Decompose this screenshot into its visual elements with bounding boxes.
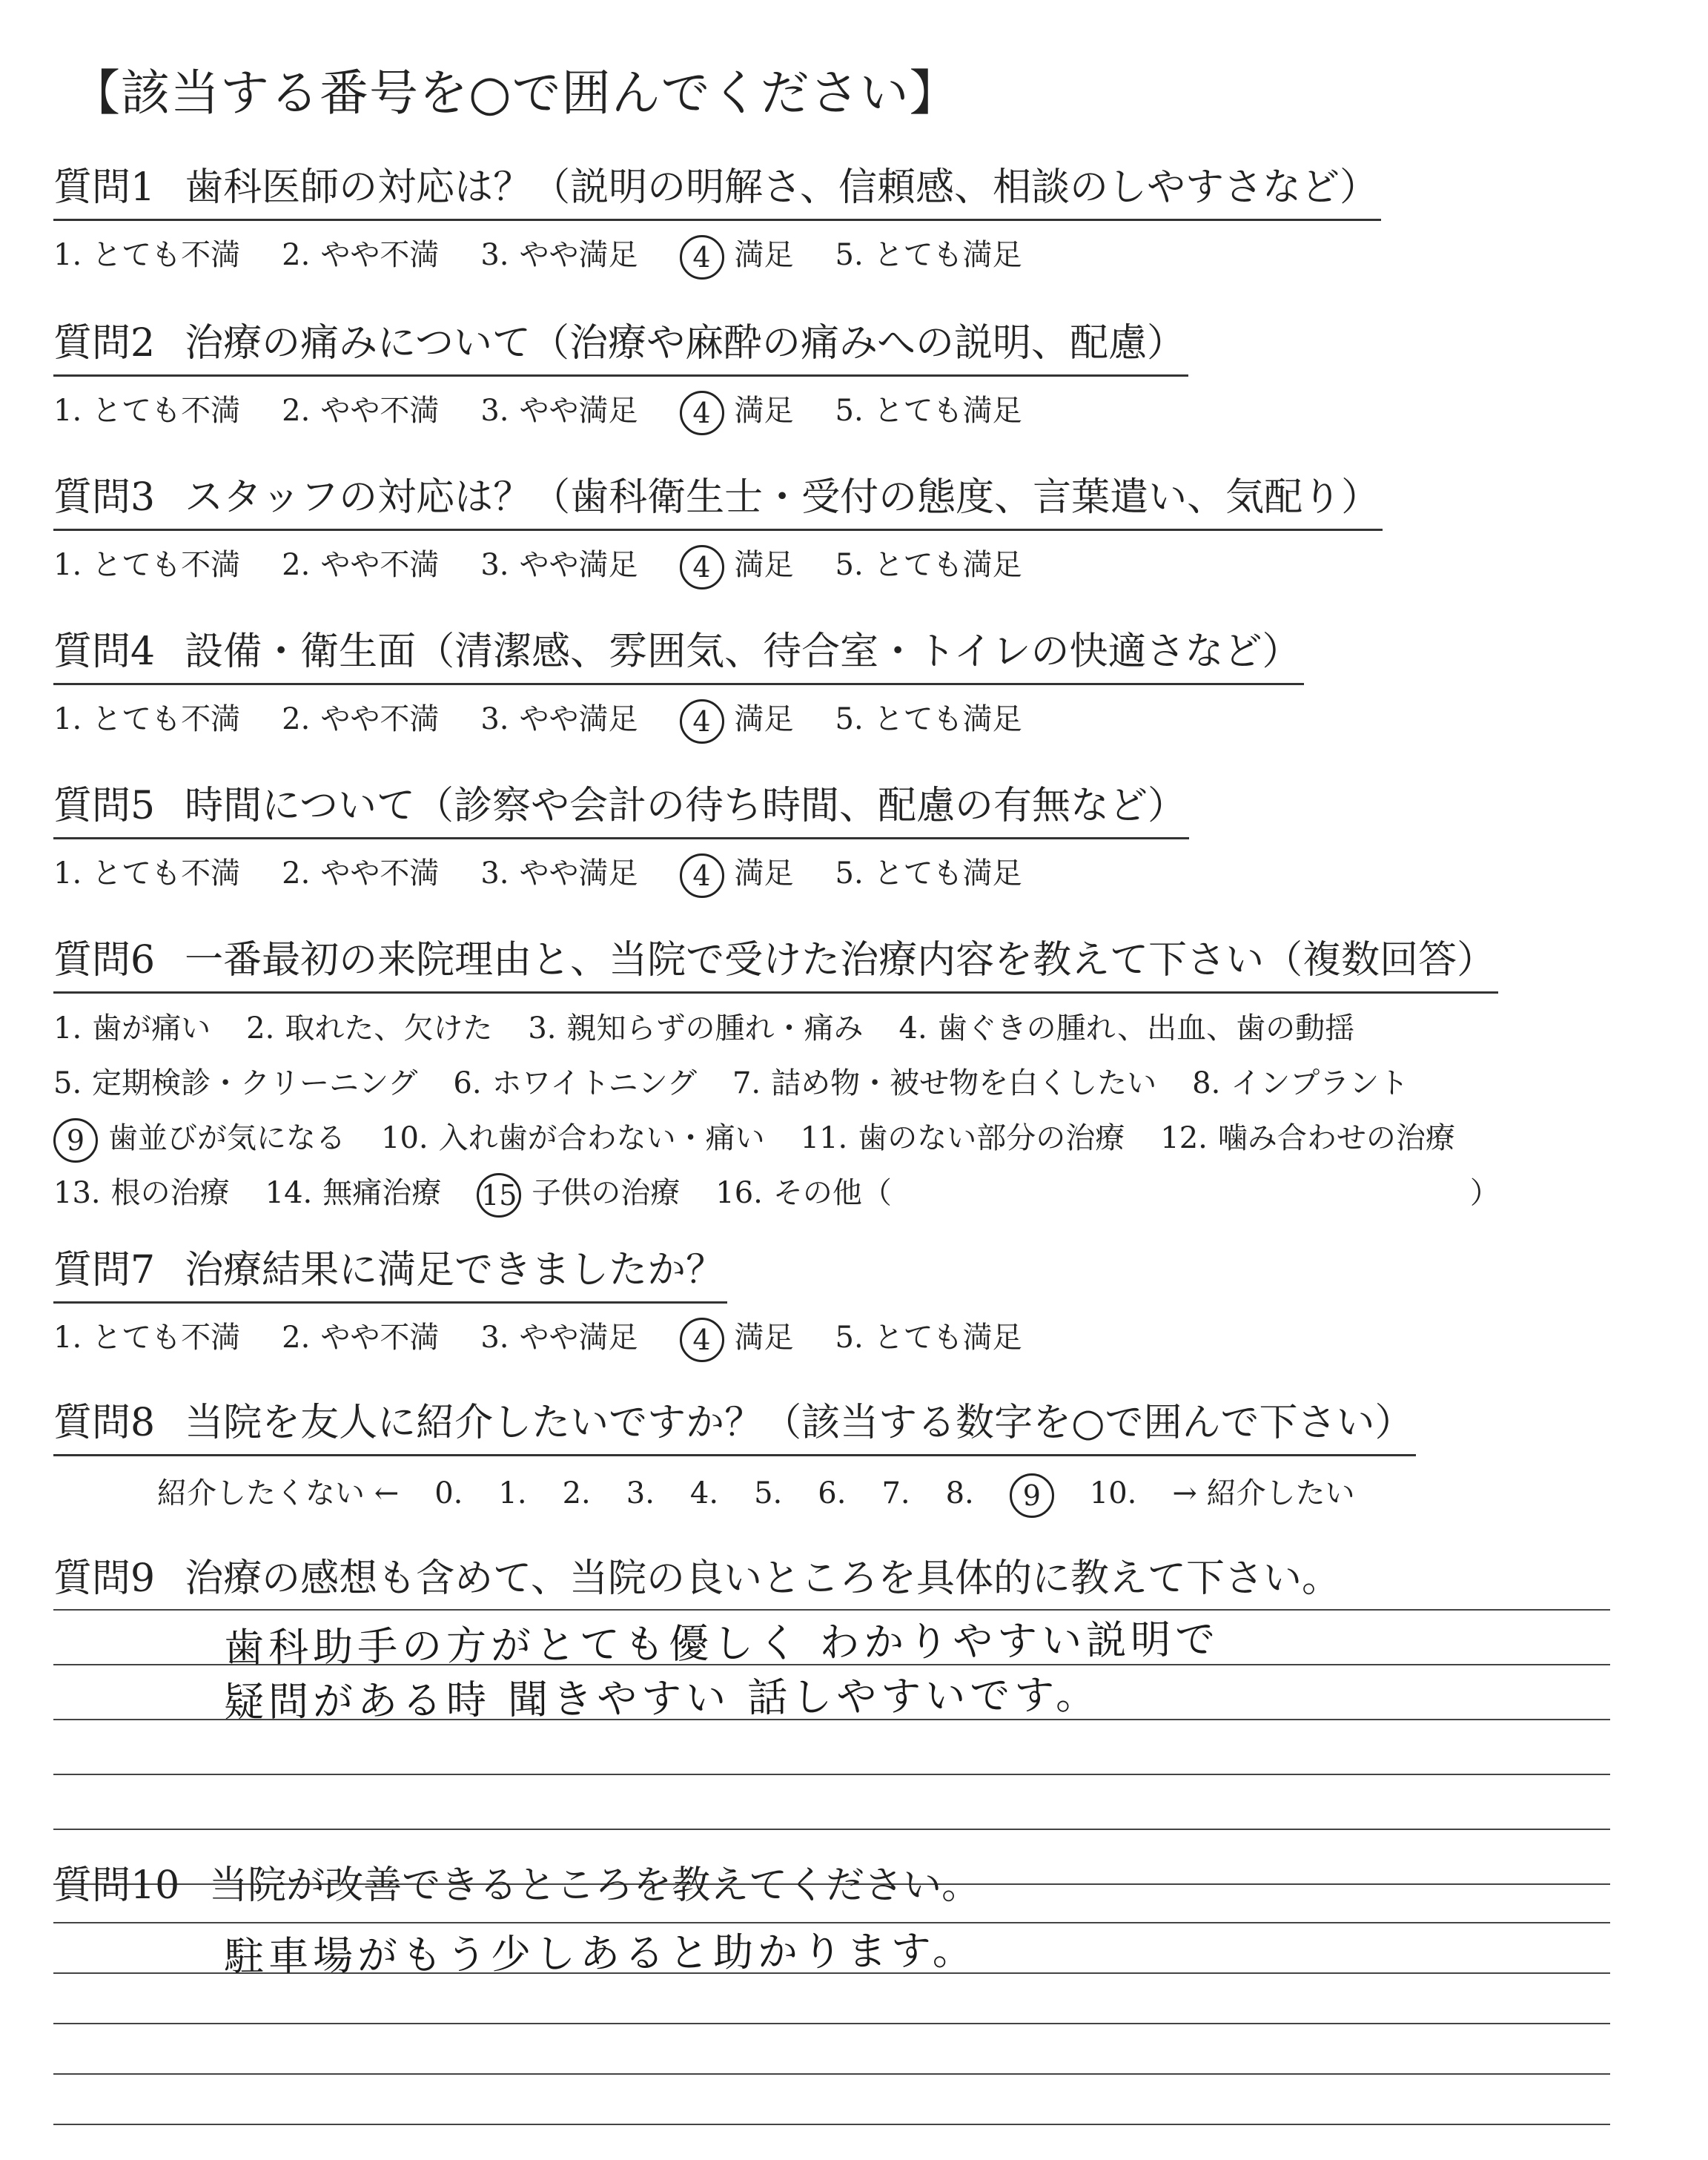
question-7: [53, 1238, 1669, 1362]
question-number: 質問1: [53, 165, 156, 210]
rating-option-4[interactable]: [680, 231, 794, 280]
option-label: やや不満: [320, 702, 440, 736]
treatment-option-5[interactable]: [53, 1056, 417, 1111]
rating-option-3[interactable]: [480, 541, 638, 584]
option-number: 5.: [835, 548, 864, 582]
option-label: とても不満: [92, 394, 241, 428]
scale-value-3[interactable]: 3.: [626, 1476, 655, 1510]
ruled-line: [53, 1774, 1610, 1775]
close-paren: ）: [1469, 1176, 1500, 1210]
option-number: 1.: [53, 238, 82, 272]
option-label: とても不満: [92, 702, 241, 736]
option-number: 11.: [800, 1121, 848, 1155]
option-number: 4.: [898, 1011, 927, 1046]
question-number: 質問4: [53, 630, 156, 674]
scale-right-label: → 紹介したい: [1172, 1476, 1355, 1510]
option-number: 3.: [480, 856, 509, 891]
rating-option-4[interactable]: [680, 541, 794, 589]
rating-option-3[interactable]: [480, 1314, 638, 1356]
circled-selection: 4: [680, 853, 724, 898]
rating-option-4[interactable]: [680, 1314, 794, 1362]
option-label: 噛み合わせの治療: [1217, 1121, 1455, 1155]
option-number: 5.: [835, 702, 864, 736]
option-number: 3.: [480, 238, 509, 272]
option-number: 2.: [282, 238, 311, 272]
question-text: 一番最初の来院理由と、当院で受けた治療内容を教えて下さい（複数回答）: [185, 938, 1496, 982]
treatment-option-10[interactable]: [381, 1111, 765, 1166]
option-label: やや不満: [320, 394, 440, 428]
question-text: スタッフの対応は？（歯科衛生士・受付の態度、言葉遣い、気配り）: [185, 475, 1380, 520]
option-label: やや満足: [519, 394, 638, 428]
question-6: [53, 928, 1669, 1221]
question-number: 質問9: [53, 1556, 156, 1601]
option-number: 16.: [715, 1176, 763, 1210]
ruled-line: [53, 1609, 1610, 1611]
rating-options: [53, 387, 1669, 435]
option-number: 5.: [835, 394, 864, 428]
option-number: 2.: [282, 1321, 311, 1355]
circled-selection: 9: [53, 1118, 98, 1163]
question-text: 時間について（診察や会計の待ち時間、配慮の有無など）: [185, 784, 1187, 828]
circled-selection[interactable]: 9: [1010, 1473, 1054, 1518]
option-number: 5.: [835, 238, 864, 272]
scale-value-4[interactable]: 4.: [689, 1476, 719, 1510]
rating-option-5[interactable]: [835, 387, 1022, 429]
option-number: 5.: [835, 856, 864, 891]
treatment-option-6[interactable]: [453, 1056, 697, 1111]
question-5: [53, 774, 1669, 898]
option-label: 歯が痛い: [92, 1011, 211, 1046]
option-number: 3.: [480, 702, 509, 736]
scale-value-5[interactable]: 5.: [754, 1476, 783, 1510]
option-label: やや不満: [320, 1321, 440, 1355]
question-number: 質問8: [53, 1401, 156, 1445]
option-label: 取れた、欠けた: [285, 1011, 493, 1046]
ruled-line: [53, 1829, 1610, 1830]
rating-option-3[interactable]: [480, 387, 638, 429]
treatment-option-8[interactable]: [1192, 1056, 1409, 1111]
rating-option-5[interactable]: [835, 696, 1022, 738]
treatment-option-11[interactable]: [801, 1111, 1125, 1166]
treatment-option-15[interactable]: [477, 1166, 680, 1221]
option-number: 14.: [265, 1176, 313, 1210]
option-label: 満足: [734, 394, 794, 428]
option-number: 2.: [282, 394, 311, 428]
question-number: 質問5: [53, 784, 156, 828]
question-3: [53, 466, 1669, 589]
option-label: とても満足: [873, 1321, 1022, 1355]
option-label: 満足: [734, 856, 794, 891]
recommend-scale: [53, 1470, 1669, 1518]
scale-value-0[interactable]: 0.: [434, 1476, 463, 1510]
treatment-option-9[interactable]: [53, 1111, 345, 1166]
question-number: 質問3: [53, 475, 156, 520]
rating-option-1[interactable]: [53, 541, 240, 584]
option-label: とても満足: [873, 238, 1022, 272]
question-text: 治療結果に満足できましたか？: [185, 1248, 725, 1292]
rating-option-3[interactable]: [480, 231, 638, 274]
rating-options: [53, 541, 1669, 589]
treatment-option-1[interactable]: [53, 1001, 211, 1056]
treatment-option-7[interactable]: [732, 1056, 1156, 1111]
scale-value-2[interactable]: 2.: [562, 1476, 591, 1510]
option-number: 1.: [53, 1321, 82, 1355]
option-label: とても満足: [873, 856, 1022, 891]
option-number: 5.: [53, 1066, 82, 1100]
question-number: 質問10: [53, 1863, 180, 1908]
option-label: 歯ぐきの腫れ、出血、歯の動揺: [937, 1011, 1355, 1046]
scale-value-10[interactable]: 10.: [1089, 1476, 1137, 1510]
rating-option-5[interactable]: [835, 231, 1022, 274]
option-label: 歯のない部分の治療: [858, 1121, 1125, 1155]
option-row: [53, 1111, 1669, 1166]
question-1: [53, 156, 1669, 280]
option-number: 2.: [282, 856, 311, 891]
option-label: 満足: [734, 1321, 794, 1355]
question-9-heading: [53, 1547, 1669, 1602]
option-number: 2.: [282, 702, 311, 736]
option-number: 8.: [1192, 1066, 1221, 1100]
scale-left-label: 紹介したくない ←: [157, 1476, 400, 1510]
treatment-option-16[interactable]: [715, 1166, 1500, 1221]
question-8: [53, 1391, 1669, 1518]
option-label: 満足: [734, 702, 794, 736]
circled-selection: 4: [680, 699, 724, 744]
circled-selection: 15: [477, 1173, 521, 1218]
rating-options: [53, 231, 1669, 280]
question-5-heading: [53, 774, 1189, 839]
question-8-heading: [53, 1391, 1416, 1456]
circled-selection: 4: [680, 545, 724, 589]
rating-option-4[interactable]: [680, 850, 794, 898]
rating-options: [53, 850, 1669, 898]
question-10: [53, 1854, 1669, 1909]
rating-option-5[interactable]: [835, 850, 1022, 892]
ruled-line: [53, 2124, 1610, 2125]
option-row: [53, 1166, 1669, 1221]
option-row: [53, 1001, 1669, 1056]
option-label: やや不満: [320, 548, 440, 582]
rating-option-1[interactable]: [53, 850, 240, 892]
option-label: やや満足: [519, 548, 638, 582]
option-label: 定期検診・クリーニング: [92, 1066, 418, 1100]
rating-option-2[interactable]: [282, 387, 439, 429]
question-number: 質問7: [53, 1248, 156, 1292]
form-title: 【該当する番号を○で囲んでください】: [71, 65, 959, 122]
option-label: とても不満: [92, 548, 241, 582]
question-text: 当院が改善できるところを教えてください。: [209, 1863, 981, 1908]
option-number: 3.: [480, 394, 509, 428]
option-number: 1.: [53, 394, 82, 428]
option-number: 7.: [732, 1066, 761, 1100]
option-label: 歯並びが気になる: [108, 1121, 345, 1155]
option-number: 1.: [53, 856, 82, 891]
question-number: 質問2: [53, 321, 156, 366]
handwritten-answer-line: 歯科助手の方がとても優しく わかりやすい説明で: [223, 1616, 1220, 1671]
question-text: 設備・衛生面（清潔感、雰囲気、待合室・トイレの快適さなど）: [185, 630, 1301, 674]
question-6-heading: [53, 928, 1498, 994]
question-4: [53, 620, 1669, 744]
rating-option-3[interactable]: [480, 696, 638, 738]
option-label: とても不満: [92, 238, 241, 272]
ruled-line: [53, 2073, 1610, 2075]
question-text: 歯科医師の対応は？（説明の明解さ、信頼感、相談のしやすさなど）: [185, 165, 1379, 210]
rating-option-2[interactable]: [282, 541, 439, 584]
rating-option-1[interactable]: [53, 696, 240, 738]
option-number: 2.: [246, 1011, 275, 1046]
question-number: 質問6: [53, 938, 156, 982]
option-label: 入れ歯が合わない・痛い: [438, 1121, 765, 1155]
option-label: 根の治療: [110, 1176, 230, 1210]
question-text: 治療の痛みについて（治療や麻酔の痛みへの説明、配慮）: [185, 321, 1186, 366]
rating-option-4[interactable]: [680, 387, 794, 435]
option-number: 1.: [53, 702, 82, 736]
option-label: とても満足: [873, 548, 1022, 582]
option-label: 満足: [734, 238, 794, 272]
option-label: インプラント: [1231, 1066, 1409, 1100]
treatment-option-3[interactable]: [528, 1001, 863, 1056]
scale-value-8[interactable]: 8.: [945, 1476, 974, 1510]
rating-option-3[interactable]: [480, 850, 638, 892]
option-row: [53, 1056, 1669, 1111]
question-9: [53, 1547, 1669, 1602]
circled-selection: 4: [680, 391, 724, 435]
treatment-option-4[interactable]: [899, 1001, 1355, 1056]
rating-option-4[interactable]: [680, 696, 794, 744]
treatment-option-14[interactable]: [265, 1166, 442, 1221]
option-label: やや不満: [320, 238, 440, 272]
rating-options: [53, 696, 1669, 744]
option-label: とても満足: [873, 394, 1022, 428]
rating-option-2[interactable]: [282, 1314, 439, 1356]
treatment-option-12[interactable]: [1160, 1111, 1455, 1166]
question-7-heading: [53, 1238, 727, 1304]
option-number: 3.: [528, 1011, 557, 1046]
question-4-heading: [53, 620, 1304, 685]
treatment-options: [53, 1001, 1669, 1221]
rating-option-1[interactable]: [53, 387, 240, 429]
option-label: やや満足: [519, 856, 638, 891]
rating-option-1[interactable]: [53, 231, 240, 274]
option-number: 1.: [53, 1011, 82, 1046]
question-text: 当院を友人に紹介したいですか？（該当する数字を○で囲んで下さい）: [185, 1401, 1414, 1445]
circled-selection: 4: [680, 235, 724, 280]
option-label: その他（: [772, 1176, 892, 1210]
option-label: とても満足: [873, 702, 1022, 736]
option-label: ホワイトニング: [491, 1066, 697, 1100]
option-number: 2.: [282, 548, 311, 582]
circled-selection: 4: [680, 1318, 724, 1362]
question-2-heading: [53, 311, 1188, 377]
question-2: [53, 311, 1669, 435]
option-number: 3.: [480, 548, 509, 582]
option-number: 3.: [480, 1321, 509, 1355]
option-label: やや満足: [519, 702, 638, 736]
rating-option-1[interactable]: [53, 1314, 240, 1356]
option-label: とても不満: [92, 1321, 241, 1355]
option-number: 5.: [835, 1321, 864, 1355]
question-3-heading: [53, 466, 1383, 531]
scale-value-6[interactable]: 6.: [818, 1476, 847, 1510]
rating-option-5[interactable]: [835, 541, 1022, 584]
option-label: 無痛治療: [322, 1176, 442, 1210]
rating-option-2[interactable]: [282, 231, 439, 274]
option-label: やや満足: [519, 1321, 638, 1355]
option-number: 6.: [453, 1066, 482, 1100]
question-10-heading: [53, 1854, 1669, 1909]
treatment-option-13[interactable]: [53, 1166, 230, 1221]
rating-option-2[interactable]: [282, 696, 439, 738]
option-number: 10.: [381, 1121, 428, 1155]
option-number: 13.: [53, 1176, 101, 1210]
option-label: 満足: [734, 548, 794, 582]
option-label: やや不満: [320, 856, 440, 891]
option-number: 12.: [1160, 1121, 1208, 1155]
treatment-option-2[interactable]: [246, 1001, 492, 1056]
option-number: 1.: [53, 548, 82, 582]
option-label: 親知らずの腫れ・痛み: [566, 1011, 864, 1046]
ruled-line: [53, 2023, 1610, 2024]
option-label: やや満足: [519, 238, 638, 272]
handwritten-answer-line: 疑問がある時 聞きやすい 話しやすいです。: [223, 1671, 1101, 1726]
scale-value-7[interactable]: 7.: [881, 1476, 910, 1510]
scale-value-1[interactable]: 1.: [498, 1476, 527, 1510]
option-label: 子供の治療: [532, 1176, 681, 1210]
option-label: 詰め物・被せ物を白くしたい: [771, 1066, 1157, 1100]
question-text: 治療の感想も含めて、当院の良いところを具体的に教えて下さい。: [185, 1556, 1341, 1601]
option-label: とても不満: [92, 856, 241, 891]
rating-option-5[interactable]: [835, 1314, 1022, 1356]
question-1-heading: [53, 156, 1381, 221]
handwritten-answer-line: 駐車場がもう少しあると助かります。: [223, 1926, 977, 1981]
rating-options: [53, 1314, 1669, 1362]
rating-option-2[interactable]: [282, 850, 439, 892]
